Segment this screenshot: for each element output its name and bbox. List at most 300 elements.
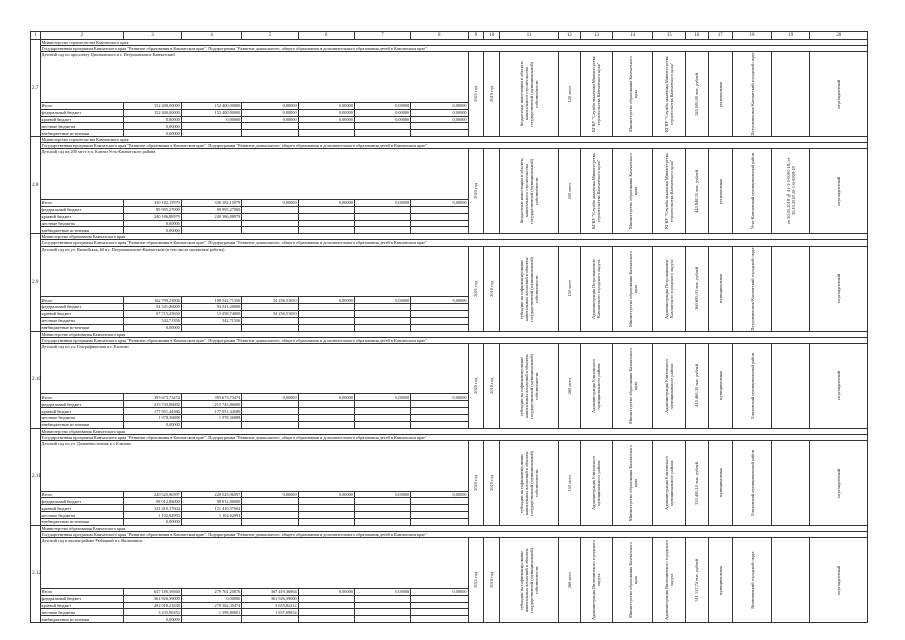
funding-value: 1 102,62993 xyxy=(181,512,242,519)
funding-value xyxy=(242,401,298,408)
block-program: Государственная программа Камчатского края "Развитие образования в Камчатском крае". Подпрограмма "Развитие дошкольного, общего образования и дополнительного образования детей в Камчатском крае" xyxy=(40,240,867,246)
funding-value: 3 655,82212 xyxy=(242,602,298,609)
funding-value: 0,00000 xyxy=(411,109,468,116)
block-col-13-text: Администрация Елизовского муниципального района xyxy=(591,455,602,511)
block-col-11-text: субсидии на софинансирование капитальных вложений в объекты государственной (муниципальной) собственности xyxy=(519,450,540,516)
funding-value: 98 012,86000 xyxy=(181,498,242,505)
funding-value: 0,00000 xyxy=(124,519,181,526)
block-col-10 xyxy=(484,538,500,623)
block-col-11 xyxy=(500,440,558,525)
funding-value: 278 362,39474 xyxy=(181,602,242,609)
block-col-19 xyxy=(772,538,810,623)
block-col-10-text: 2019 год xyxy=(489,572,495,589)
funding-value xyxy=(298,415,354,422)
block-ministry: Министерство образования Камчатского края xyxy=(40,525,867,531)
funding-value xyxy=(298,421,354,428)
block-col-16-text: 410 460,30 тыс. рублей xyxy=(694,364,700,408)
funding-value xyxy=(298,602,354,609)
funding-value xyxy=(411,498,468,505)
funding-value: 177 951,44586 xyxy=(124,408,181,415)
funding-value: 0,00000 xyxy=(124,227,181,234)
funding-value: 0,00000 xyxy=(242,394,298,401)
funding-value: 395 673,73474 xyxy=(124,394,181,401)
block-col-17-text: муниципальная xyxy=(717,565,723,595)
block-col-17-text: муниципальная xyxy=(717,468,723,498)
funding-value xyxy=(298,213,354,220)
funding-value: 240 186,88979 xyxy=(124,213,181,220)
funding-value xyxy=(242,616,298,623)
block-col-12-text: 260 мест xyxy=(566,377,572,394)
block-col-17-text: муниципальная xyxy=(717,273,723,304)
block-col-9 xyxy=(468,343,484,428)
funding-value xyxy=(354,206,410,213)
funding-value xyxy=(411,401,468,408)
block-col-14-text: Министерство образования Камчатского края xyxy=(627,153,638,230)
block-col-11 xyxy=(500,52,558,137)
block-col-9-text: 2020 год xyxy=(473,183,479,200)
block-col-14 xyxy=(612,52,652,137)
funding-value xyxy=(411,602,468,609)
funding-value xyxy=(181,324,242,331)
funding-value xyxy=(354,616,410,623)
block-col-16-text: 445 848,35 тыс. рублей xyxy=(694,169,700,213)
block-col-12 xyxy=(558,246,580,331)
funding-value: 108 542,71356 xyxy=(181,297,242,304)
funding-value xyxy=(411,220,468,227)
block-col-18 xyxy=(732,343,771,428)
column-number-10: 10 xyxy=(484,32,500,40)
funding-value xyxy=(298,512,354,519)
block-col-19 xyxy=(772,246,810,331)
funding-value xyxy=(411,227,468,234)
block-col-15 xyxy=(653,52,686,137)
funding-value xyxy=(181,227,242,234)
funding-value xyxy=(354,602,410,609)
funding-value xyxy=(354,421,410,428)
funding-source-label: федеральный бюджет xyxy=(40,304,124,311)
block-object-row xyxy=(31,52,868,103)
block-col-19 xyxy=(772,343,810,428)
funding-value xyxy=(411,130,468,137)
block-object-row xyxy=(31,246,868,297)
funding-value: 542,71356 xyxy=(181,317,242,324)
funding-value: 0,00000 xyxy=(124,324,181,331)
funding-value: 0,00000 xyxy=(298,102,354,109)
funding-value: 0,00000 xyxy=(298,394,354,401)
block-program: Государственная программа Камчатского края "Развитие образования в Камчатском крае". Подпрограмма "Развитие дошкольного, общего образования и дополнительного образования детей в Камчатском крае" xyxy=(40,434,867,440)
block-col-10-text: 2019 год xyxy=(489,475,495,491)
funding-value xyxy=(354,324,410,331)
funding-value: 1 978,36888 xyxy=(181,415,242,422)
column-number-4: 4 xyxy=(181,32,242,40)
column-number-3: 3 xyxy=(124,32,181,40)
block-ministry: Министерство строительства Камчатского края xyxy=(40,137,867,143)
funding-value: 0,00000 xyxy=(354,297,410,304)
funding-value: 54 256,51650 xyxy=(242,310,298,317)
block-col-11-text: субсидии на софинансирование капитальных вложений в объекты государственной (муниципальной) собственности xyxy=(519,353,540,419)
funding-value xyxy=(242,324,298,331)
column-number-17: 17 xyxy=(708,32,732,40)
funding-source-label: внебюджетные источники xyxy=(40,324,124,331)
funding-value xyxy=(298,227,354,234)
block-col-13 xyxy=(581,149,613,234)
block-col-12-text: 120 мест xyxy=(566,85,572,103)
block-col-9-text: 2021 год xyxy=(473,280,479,297)
funding-value: 330 182,15979 xyxy=(181,200,242,207)
block-program: Государственная программа Камчатского края "Развитие образования в Камчатском крае". Подпрограмма "Развитие дошкольного, общего образования и дополнительного образования детей в Камчатском крае" xyxy=(40,532,867,538)
funding-value xyxy=(298,130,354,137)
funding-value xyxy=(354,123,410,130)
block-program: Государственная программа Камчатского края "Развитие образования в Камчатском крае". Подпрограмма "Развитие дошкольного, общего образования и дополнительного образования детей в Камчатском крае" xyxy=(40,143,867,149)
funding-source-label: Итого xyxy=(40,394,124,401)
funding-value: 220 525,96597 xyxy=(124,491,181,498)
funding-value xyxy=(354,609,410,616)
block-col-20-text: нерезидентный xyxy=(836,565,842,595)
block-col-13 xyxy=(581,440,613,525)
block-col-16 xyxy=(686,149,708,234)
column-number-20: 20 xyxy=(810,32,868,40)
funding-source-label: Итого xyxy=(40,200,124,207)
block-col-16 xyxy=(686,52,708,137)
block-col-12 xyxy=(558,440,580,525)
funding-value: 215 743,86000 xyxy=(181,401,242,408)
funding-value xyxy=(242,123,298,130)
block-col-9-text: 2020 год xyxy=(473,475,479,491)
block-program: Государственная программа Камчатского края "Развитие образования в Камчатском крае". Подпрограмма "Развитие дошкольного, общего образования и дополнительного образования детей в Камчатском крае" xyxy=(40,337,867,343)
block-object: Детский сад по ул. Дальневосточная в г. Елизово xyxy=(40,440,468,491)
funding-value xyxy=(411,519,468,526)
block-col-17 xyxy=(708,149,732,234)
funding-value: 395 673,73474 xyxy=(181,394,242,401)
block-number: 2.8 xyxy=(31,137,41,234)
block-col-9 xyxy=(468,52,484,137)
block-col-17 xyxy=(708,343,732,428)
funding-value: 121 410,37604 xyxy=(124,505,181,512)
block-program: Государственная программа Камчатского края "Развитие образования в Камчатском крае". Подпрограмма "Развитие дошкольного, общего образования и дополнительного образования детей в Камчатском крае" xyxy=(40,46,867,52)
block-col-20-text: нерезидентный xyxy=(836,468,842,498)
block-number: 2.12 xyxy=(31,525,41,622)
block-col-15-text: КГКУ "Служба заказчика Министерства строительства Камчатского края" xyxy=(664,153,675,230)
block-col-11 xyxy=(500,343,558,428)
funding-source-label: внебюджетные источники xyxy=(40,227,124,234)
funding-value: 330 182,15979 xyxy=(124,200,181,207)
funding-value: 361 926,39000 xyxy=(124,595,181,602)
funding-value: 0,00000 xyxy=(411,297,468,304)
block-col-11 xyxy=(500,149,558,234)
funding-value: 0,00000 xyxy=(354,102,410,109)
funding-value xyxy=(242,505,298,512)
funding-value xyxy=(298,519,354,526)
funding-value: 0,00000 xyxy=(242,116,298,123)
block-col-11 xyxy=(500,246,558,331)
funding-value: 152 400,00000 xyxy=(181,109,242,116)
block-col-15-text: Администрация Елизовского муниципального района xyxy=(664,455,675,511)
funding-value xyxy=(354,317,410,324)
funding-value: 3 235,90253 xyxy=(124,609,181,616)
funding-value xyxy=(298,408,354,415)
funding-value xyxy=(354,519,410,526)
funding-value: 0,00000 xyxy=(242,109,298,116)
block-col-18-text: Петропавловск-Камчатский городской округ xyxy=(749,246,755,331)
block-number: 2.10 xyxy=(31,331,41,428)
block-col-20 xyxy=(810,52,868,137)
funding-value: 0,00000 xyxy=(411,116,468,123)
funding-value: 1 102,62993 xyxy=(124,512,181,519)
block-col-10-text: 2019 год xyxy=(489,377,495,394)
funding-value: 0,00000 xyxy=(298,297,354,304)
block-col-14 xyxy=(612,246,652,331)
funding-source-label: местные бюджеты xyxy=(40,317,124,324)
block-col-13 xyxy=(581,52,613,137)
block-col-18-text: Петропавловск-Камчатский городской округ xyxy=(749,52,755,136)
funding-value: 0,00000 xyxy=(354,588,410,595)
funding-value xyxy=(411,310,468,317)
block-col-12 xyxy=(558,343,580,428)
funding-value: 0,00000 xyxy=(181,116,242,123)
block-col-10-text: 2019 год xyxy=(489,280,495,297)
block-col-11 xyxy=(500,538,558,623)
column-number-13: 13 xyxy=(581,32,613,40)
block-col-13-text: Администрация Вилючинского городского округа xyxy=(591,540,602,621)
block-col-12-text: 200 мест xyxy=(566,183,572,200)
funding-source-label: краевой бюджет xyxy=(40,505,124,512)
funding-value: 0,00000 xyxy=(354,109,410,116)
funding-value: 361 926,39000 xyxy=(242,595,298,602)
block-col-9 xyxy=(468,246,484,331)
funding-source-label: местные бюджеты xyxy=(40,512,124,519)
block-col-14 xyxy=(612,440,652,525)
funding-value: 89 995,27000 xyxy=(124,206,181,213)
funding-value xyxy=(354,408,410,415)
funding-source-label: Итого xyxy=(40,297,124,304)
block-col-14 xyxy=(612,149,652,234)
block-col-20 xyxy=(810,246,868,331)
funding-value xyxy=(242,130,298,137)
block-object: Детский сад по ул. Географическая в г. Елизово xyxy=(40,343,468,394)
funding-source-label: федеральный бюджет xyxy=(40,109,124,116)
funding-source-label: краевой бюджет xyxy=(40,213,124,220)
funding-value xyxy=(354,304,410,311)
funding-value xyxy=(354,595,410,602)
funding-value xyxy=(242,227,298,234)
block-number: 2.7 xyxy=(31,40,41,137)
funding-source-label: внебюджетные источники xyxy=(40,616,124,623)
funding-source-label: краевой бюджет xyxy=(40,116,124,123)
funding-value: 0,00000 xyxy=(124,220,181,227)
funding-source-label: федеральный бюджет xyxy=(40,498,124,505)
block-col-18 xyxy=(732,246,771,331)
funding-value: 121 410,37604 xyxy=(181,505,242,512)
block-col-9-text: 2021 год xyxy=(473,572,479,589)
funding-value xyxy=(411,213,468,220)
funding-value xyxy=(354,505,410,512)
funding-value xyxy=(298,324,354,331)
block-col-14-text: Министерство образования Камчатского края xyxy=(627,250,638,327)
block-col-16-text: 345 000,00 тыс. рублей xyxy=(694,72,700,116)
block-col-12-text: 150 мест xyxy=(566,280,572,297)
block-col-11-text: субсидии на софинансирование капитальных вложений в объекты государственной (муниципальной) собственности xyxy=(519,256,540,322)
column-number-2: 2 xyxy=(40,32,124,40)
block-col-17-text: муниципальная xyxy=(717,371,723,401)
block-col-20 xyxy=(810,343,868,428)
block-col-13-text: КГКУ "Служба заказчика Министерства строительства Камчатского края" xyxy=(591,153,602,230)
block-col-15 xyxy=(653,538,686,623)
block-col-9-text: 2020 год xyxy=(473,377,479,394)
block-col-14 xyxy=(612,343,652,428)
funding-value xyxy=(354,130,410,137)
funding-value: 89 995,27000 xyxy=(181,206,242,213)
funding-source-label: федеральный бюджет xyxy=(40,401,124,408)
funding-source-label: местные бюджеты xyxy=(40,609,124,616)
block-col-16-text: 360 695,03 тыс. рублей xyxy=(694,267,700,310)
block-col-18 xyxy=(732,149,771,234)
funding-value xyxy=(298,317,354,324)
funding-value xyxy=(181,220,242,227)
funding-value xyxy=(354,310,410,317)
column-number-11: 11 xyxy=(500,32,558,40)
funding-value xyxy=(411,317,468,324)
column-number-8: 8 xyxy=(411,32,468,40)
block-col-18-text: Усть-Камчатский муниципальный район xyxy=(749,153,755,230)
funding-value xyxy=(411,505,468,512)
funding-source-label: внебюджетные источники xyxy=(40,519,124,526)
block-col-14-text: Министерство образования Камчатского края xyxy=(627,347,638,424)
funding-value xyxy=(298,401,354,408)
funding-value: 94 541,26000 xyxy=(124,304,181,311)
funding-value: 152 400,00000 xyxy=(181,102,242,109)
funding-value: 220 525,96597 xyxy=(181,491,242,498)
block-col-12 xyxy=(558,149,580,234)
block-col-10 xyxy=(484,246,500,331)
budget-table xyxy=(30,31,868,623)
funding-value: 177 951,44586 xyxy=(181,408,242,415)
block-ministry: Министерство строительства Камчатского края xyxy=(40,40,867,46)
block-col-12-text: 260 мест xyxy=(566,571,572,589)
funding-value xyxy=(298,609,354,616)
block-col-14-text: Министерство образования Камчатского края xyxy=(627,56,638,133)
funding-value: 0,00000 xyxy=(298,109,354,116)
block-object: Детский сад в жилом районе Рыбацкий в г. Вилючинск xyxy=(40,538,468,589)
block-col-14 xyxy=(612,538,652,623)
funding-value xyxy=(298,220,354,227)
funding-value xyxy=(298,310,354,317)
block-col-17-text: региональная xyxy=(717,81,723,107)
funding-value: 367 419,36864 xyxy=(242,588,298,595)
funding-value: 0,00000 xyxy=(124,123,181,130)
funding-value: 0,00000 xyxy=(298,116,354,123)
funding-value xyxy=(411,304,468,311)
block-col-12-text: 150 мест xyxy=(566,474,572,492)
block-col-13-text: Администрация Елизовского муниципального района xyxy=(591,358,602,413)
block-col-14-text: Министерство образования Камчатского края xyxy=(627,444,638,521)
block-col-15-text: КГКУ "Служба заказчика Министерства строительства Камчатского края" xyxy=(664,56,675,133)
block-col-10 xyxy=(484,149,500,234)
block-number: 2.9 xyxy=(31,234,41,331)
column-number-7: 7 xyxy=(354,32,410,40)
funding-value: 1 837,09654 xyxy=(242,609,298,616)
funding-value xyxy=(298,498,354,505)
funding-value xyxy=(354,498,410,505)
funding-value xyxy=(298,616,354,623)
block-col-15-text: Администрация Елизовского муниципального района xyxy=(664,358,675,413)
funding-value: 0,00000 xyxy=(124,616,181,623)
funding-value xyxy=(181,519,242,526)
column-number-12: 12 xyxy=(558,32,580,40)
funding-value xyxy=(242,317,298,324)
funding-value xyxy=(411,206,468,213)
funding-value xyxy=(242,415,298,422)
funding-value xyxy=(242,206,298,213)
block-col-13 xyxy=(581,246,613,331)
block-col-15 xyxy=(653,149,686,234)
funding-value: 0,00000 xyxy=(411,588,468,595)
block-col-13 xyxy=(581,538,613,623)
funding-value: 0,00000 xyxy=(242,491,298,498)
funding-value xyxy=(242,213,298,220)
funding-value: 0,00000 xyxy=(298,200,354,207)
block-col-20-text: нерезидентный xyxy=(836,177,842,206)
funding-value: 0,00000 xyxy=(242,102,298,109)
funding-value xyxy=(354,415,410,422)
block-col-15 xyxy=(653,440,686,525)
block-ministry: Министерство образования Камчатского края xyxy=(40,234,867,240)
funding-source-label: Итого xyxy=(40,102,124,109)
block-col-15-text: Администрация Петропавловск-Камчатского городского округа xyxy=(664,258,675,320)
funding-value xyxy=(354,401,410,408)
block-col-20 xyxy=(810,440,868,525)
block-object-row xyxy=(31,149,868,200)
funding-value: 542,71356 xyxy=(124,317,181,324)
funding-source-label: краевой бюджет xyxy=(40,408,124,415)
block-col-16 xyxy=(686,440,708,525)
header-row xyxy=(31,32,868,40)
funding-value xyxy=(242,421,298,428)
block-col-18-text: Елизовский муниципальный район xyxy=(749,352,755,419)
funding-value xyxy=(411,408,468,415)
block-col-15-text: Администрация Вилючинского городского округа xyxy=(664,540,675,621)
block-col-9-text: 2021 год xyxy=(473,86,479,103)
funding-source-label: Итого xyxy=(40,491,124,498)
funding-value xyxy=(298,206,354,213)
column-number-18: 18 xyxy=(732,32,771,40)
funding-source-label: краевой бюджет xyxy=(40,602,124,609)
block-col-9 xyxy=(468,538,484,623)
funding-value xyxy=(354,227,410,234)
block-col-18 xyxy=(732,440,771,525)
block-col-20-text: нерезидентный xyxy=(836,371,842,401)
funding-value xyxy=(242,304,298,311)
block-col-19-text: от 30.05.2018 № 41-1-5-0091-18; от 30.10.2018 20-1-6-0098-18 xyxy=(785,158,796,225)
column-number-5: 5 xyxy=(242,32,298,40)
block-col-11-text: бюджетные инвестиции в объекты капитального строительства государственной (муниципальной) собственности xyxy=(519,158,540,224)
funding-value: 0,00000 xyxy=(354,394,410,401)
block-col-15 xyxy=(653,343,686,428)
block-col-20 xyxy=(810,149,868,234)
funding-value: 0,00000 xyxy=(354,491,410,498)
funding-value xyxy=(181,130,242,137)
funding-value xyxy=(298,304,354,311)
block-object-row xyxy=(31,538,868,589)
funding-value xyxy=(181,421,242,428)
funding-value xyxy=(242,408,298,415)
funding-value: 279 761,20076 xyxy=(181,588,242,595)
funding-value xyxy=(354,512,410,519)
funding-value: 0,00000 xyxy=(411,491,468,498)
funding-value xyxy=(242,519,298,526)
funding-value: 162 799,23006 xyxy=(124,297,181,304)
funding-value: 0,00000 xyxy=(181,595,242,602)
block-object: Детский сад по ул. Вилюйская, 60 в г. Петропавловске-Камчатском (в том числе проектные работы) xyxy=(40,246,468,297)
